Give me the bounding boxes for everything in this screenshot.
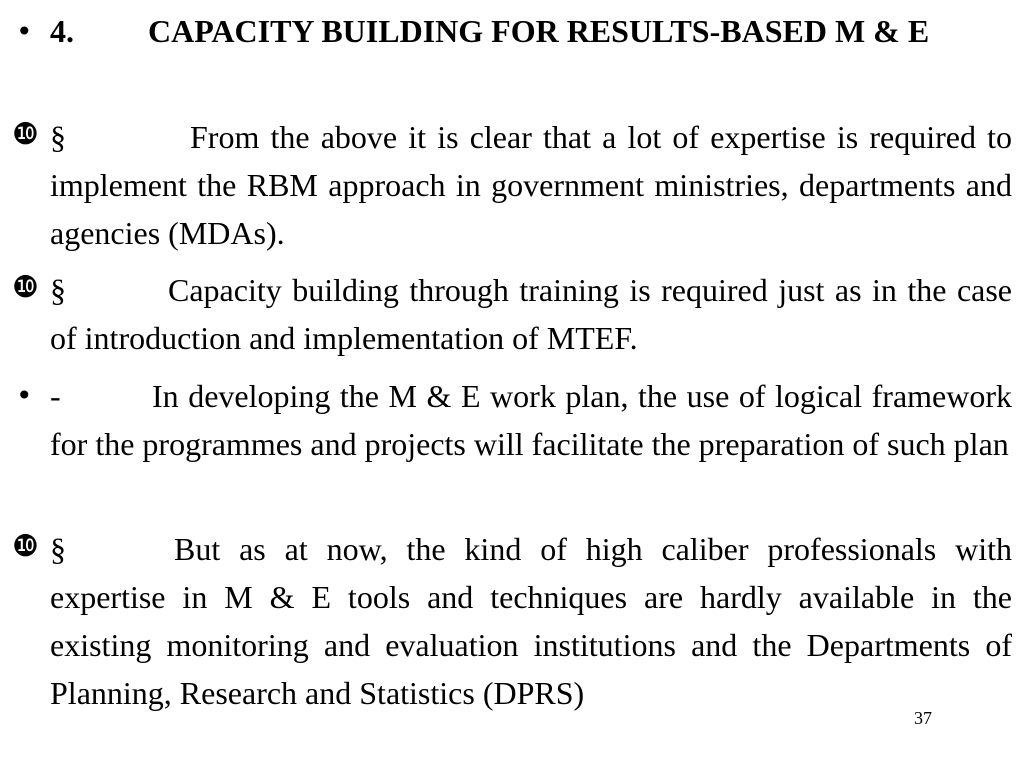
bullet-text: In developing the M & E work plan, the use of logical framework for the programmes and projects will facilitate the preparation of such plan [50,378,1012,462]
section-sign-marker: § [50,531,66,567]
numbered-ten-bullet-icon: ❿ [12,117,39,152]
section-sign-marker: § [50,119,66,155]
bullet-text: But as at now, the kind of high caliber professionals with expertise in M & E tools and techniques are hardly available in the existing monitoring and evaluation institutions and the Departments of Planning, Research and Statistics (DPRS) [50,531,1012,711]
bullet-paragraph [50,372,1012,468]
section-heading-text: CAPACITY BUILDING FOR RESULTS-BASED M & E [148,13,930,49]
bullet-text: Capacity building through training is required just as in the case of introduction and implementation of MTEF. [50,272,1012,356]
bullet-text: From the above it is clear that a lot of expertise is required to implement the RBM approach in government ministries, departments and agencies (MDAs). [50,119,1012,251]
section-heading [50,8,1012,55]
bullet-paragraph [50,266,1012,362]
section-sign-marker: § [50,272,66,308]
dash-marker: - [50,378,61,414]
page-number: 37 [914,708,932,728]
bullet-paragraph [50,525,1012,717]
bullet-paragraph [50,113,1012,257]
bullet-dot-icon: • [16,15,33,48]
bullet-dot-icon: • [16,379,33,412]
section-number: 4. [50,13,74,49]
numbered-ten-bullet-icon: ❿ [12,270,39,305]
numbered-ten-bullet-icon: ❿ [12,529,39,564]
